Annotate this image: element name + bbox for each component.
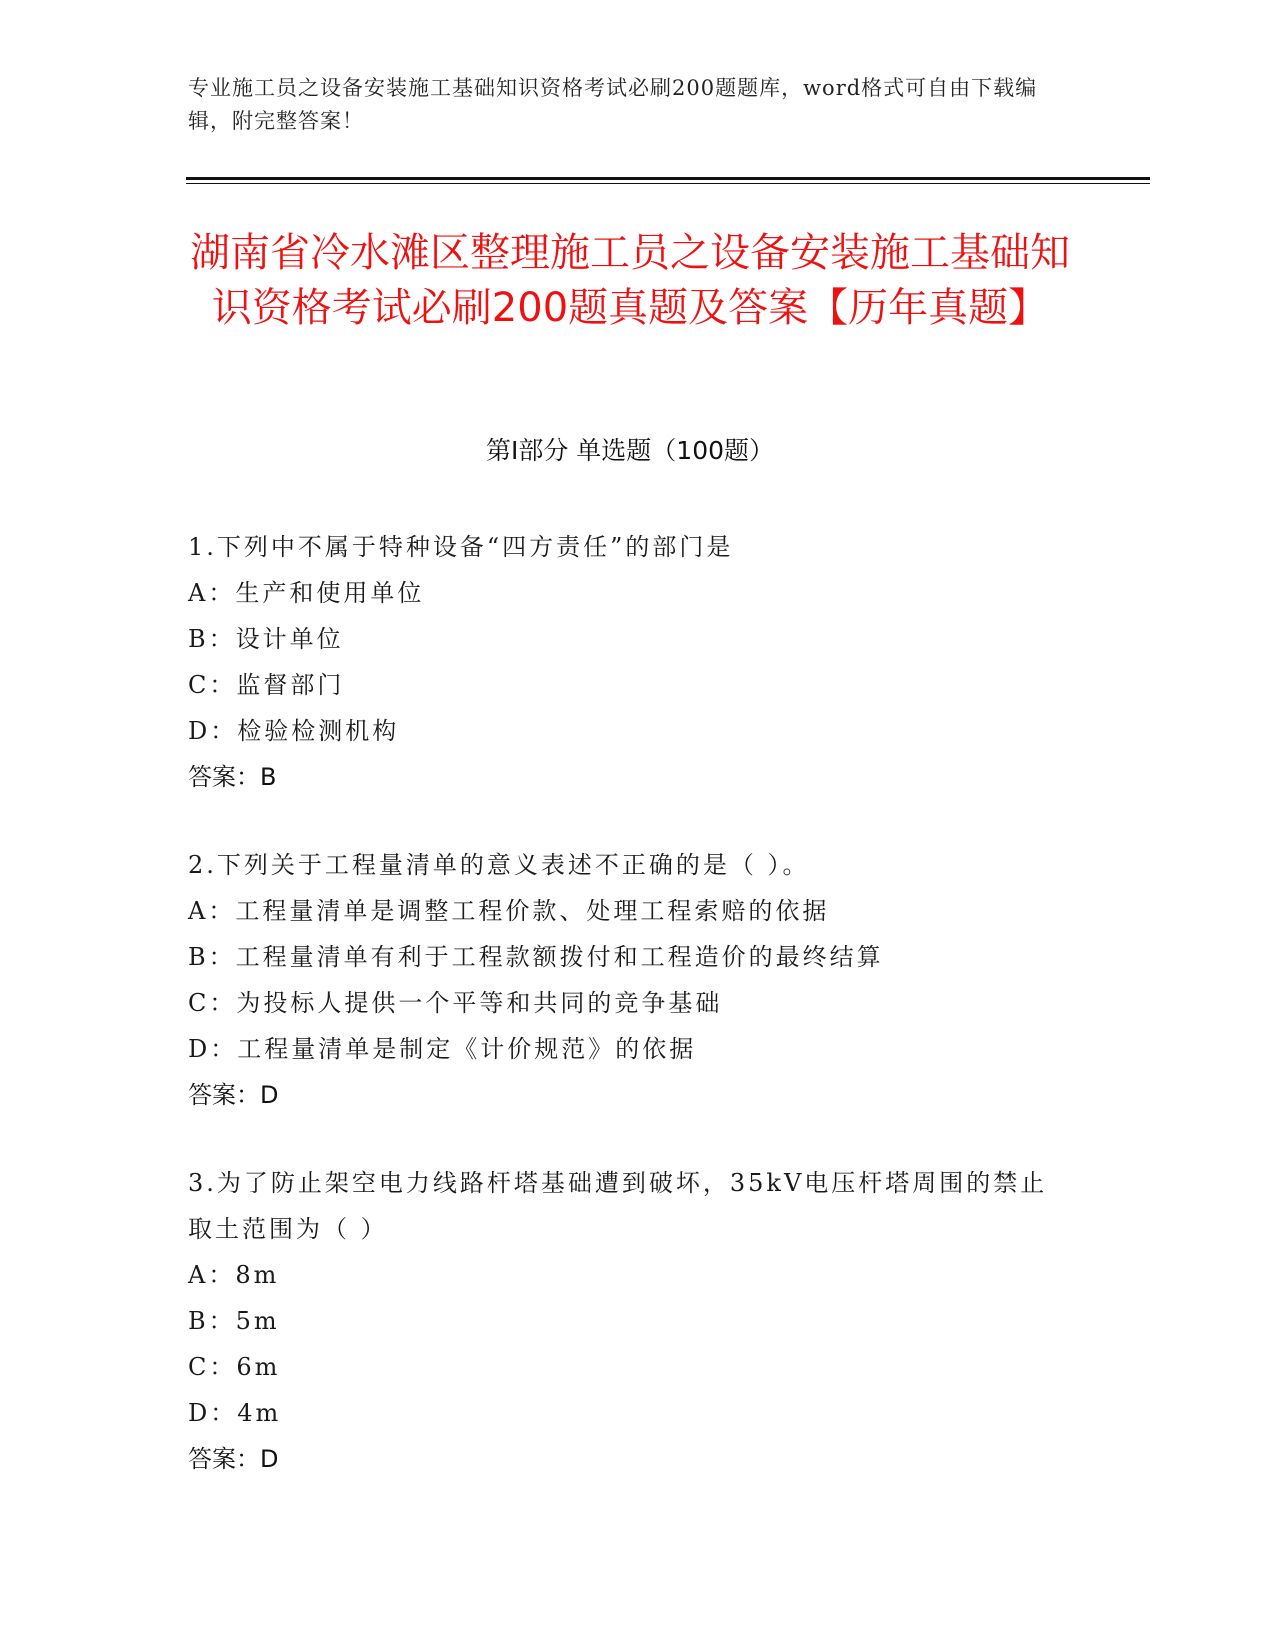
option-a: A：8m (188, 1261, 280, 1289)
section-title: 第I部分 单选题（100题） (485, 436, 775, 465)
header-divider-thick (186, 177, 1150, 180)
option-c: C：为投标人提供一个平等和共同的竞争基础 (188, 989, 723, 1017)
option-d: D：检验检测机构 (188, 717, 400, 745)
answer-line: 答案：B (188, 763, 277, 791)
option-d: D：工程量清单是制定《计价规范》的依据 (188, 1035, 697, 1063)
question-2 (188, 842, 1068, 1118)
question-1 (188, 524, 1068, 800)
question-text: 2.下列关于工程量清单的意义表述不正确的是（ ）。 (188, 851, 810, 879)
option-b: B：设计单位 (188, 625, 344, 653)
option-c: C：监督部门 (188, 671, 345, 699)
answer-line: 答案：D (188, 1445, 279, 1473)
document-title: 湖南省冷水滩区整理施工员之设备安装施工基础知识资格考试必刷200题真题及答案【历年真题】 (190, 230, 1070, 331)
option-b: B：工程量清单有利于工程款额拨付和工程造价的最终结算 (188, 943, 884, 971)
header-divider-thin (186, 183, 1150, 184)
question-text: 3.为了防止架空电力线路杆塔基础遭到破坏，35kV电压杆塔周围的禁止取土范围为（ ） (188, 1169, 1048, 1243)
header-note: 专业施工员之设备安装施工基础知识资格考试必刷200题题库，word格式可自由下载编辑，附完整答案！ (188, 76, 1038, 133)
question-text: 1.下列中不属于特种设备“四方责任”的部门是 (188, 533, 734, 561)
answer-line: 答案：D (188, 1081, 279, 1109)
option-c: C：6m (188, 1353, 281, 1381)
question-3 (188, 1160, 1068, 1482)
option-a: A：工程量清单是调整工程价款、处理工程索赔的依据 (188, 897, 830, 925)
option-d: D：4m (188, 1399, 282, 1427)
option-a: A：生产和使用单位 (188, 579, 425, 607)
option-b: B：5m (188, 1307, 280, 1335)
